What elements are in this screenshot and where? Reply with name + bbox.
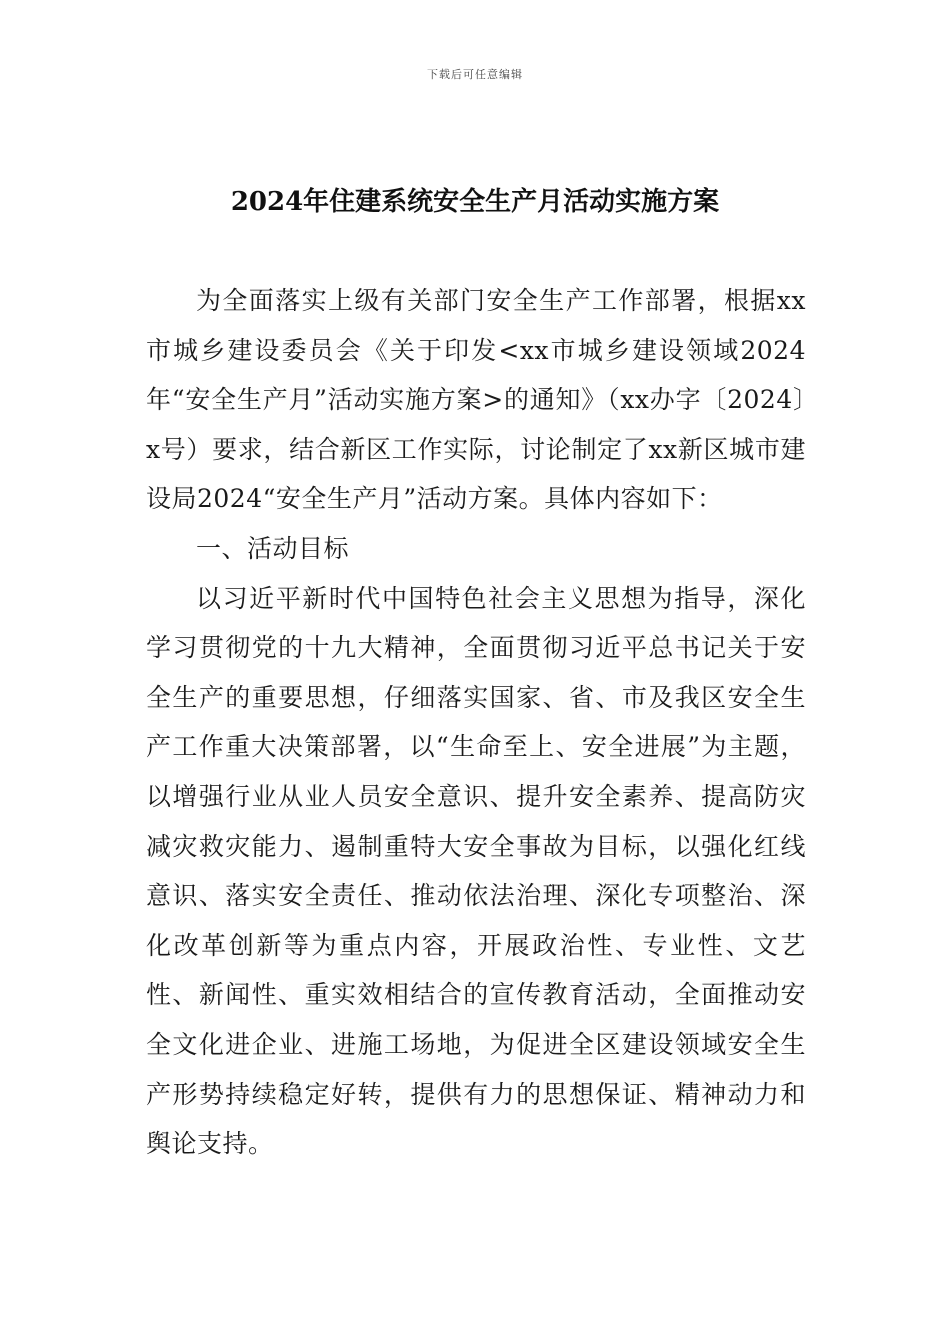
section-paragraph-1: 以习近平新时代中国特色社会主义思想为指导，深化学习贯彻党的十九大精神，全面贯彻习近平总书记关于安全生产的重要思想，仔细落实国家、省、市及我区安全生产工作重大决策部署，以“生命至上、安全进展”为主题，以增强行业从业人员安全意识、提升安全素养、提高防灾减灾救灾能力、遏制重特大安全事故为目标，以强化红线意识、落实安全责任、推动依法治理、深化专项整治、深化改革创新等为重点内容，开展政治性、专业性、文艺性、新闻性、重实效相结合的宣传教育活动，全面推动安全文化进企业、进施工场地，为促进全区建设领域安全生产形势持续稳定好转，提供有力的思想保证、精神动力和舆论支持。 (146, 583, 806, 1159)
document-body (146, 276, 806, 1169)
document-title: 2024年住建系统安全生产月活动实施方案 (230, 187, 720, 217)
section-heading-1: 一、活动目标 (196, 533, 350, 563)
intro-paragraph: 为全面落实上级有关部门安全生产工作部署，根据xx市城乡建设委员会《关于印发<xx市城乡建设领域2024年“安全生产月”活动实施方案>的通知》（xx办字〔2024〕x号）要求，结合新区工作实际，讨论制定了xx新区城市建设局2024“安全生产月”活动方案。具体内容如下： (146, 286, 806, 514)
header-note: 下载后可任意编辑 (427, 68, 523, 81)
